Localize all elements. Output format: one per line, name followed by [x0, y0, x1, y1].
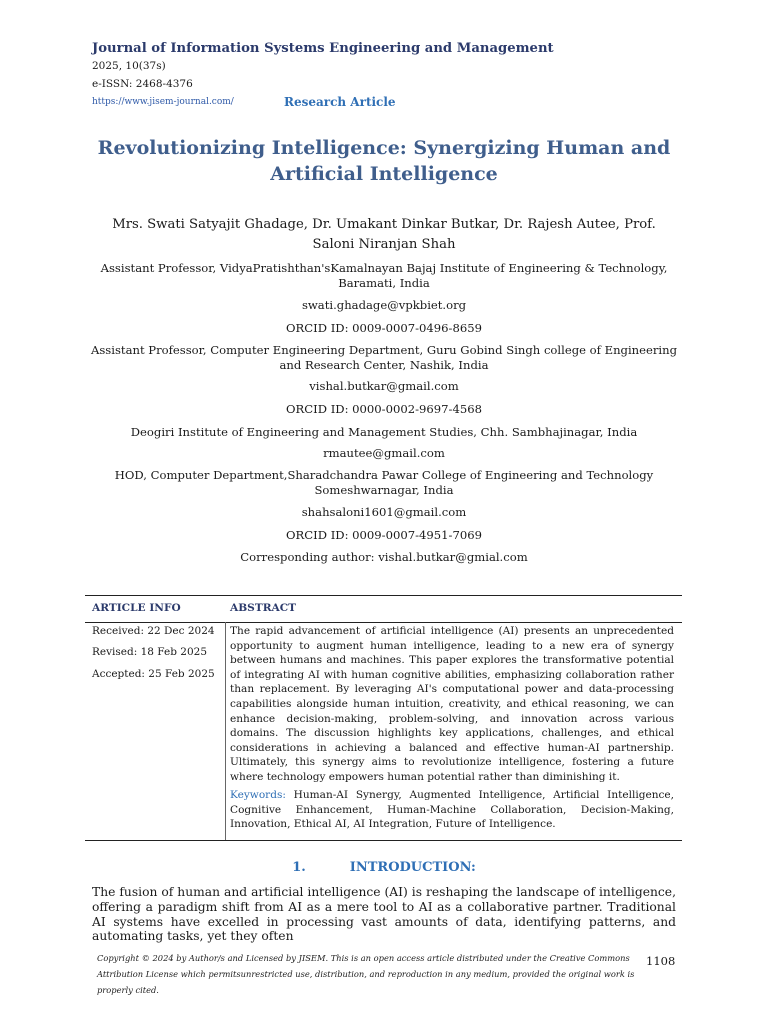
author-4-orcid: ORCID ID: 0009-0007-4951-7069 — [286, 528, 482, 542]
author-4-email: shahsaloni1601@gmail.com — [301, 505, 467, 519]
author-3-email: rmautee@gmail.com — [323, 446, 445, 460]
corresponding-author: Corresponding author: vishal.butkar@gmial.com — [240, 550, 528, 564]
introduction-paragraph: The fusion of human and artificial intelligence (AI) is reshaping the landscape of intelligence, offering a paradigm shift from AI as a mere tool to AI as a collaborative partner. Traditional AI systems have excelled in processing vast amounts of data, identifying patterns, and automating tasks, yet they often — [92, 885, 676, 944]
affiliation-2-line-2: and Research Center, Nashik, India — [279, 358, 489, 372]
affiliation-3: Deogiri Institute of Engineering and Management Studies, Chh. Sambhajinagar, India — [130, 425, 638, 439]
accepted-date: Accepted: 25 Feb 2025 — [92, 668, 215, 680]
journal-url-link[interactable]: https://www.jisem-journal.com/ — [92, 97, 234, 107]
paper-title-line-1: Revolutionizing Intelligence: Synergizing Human and — [97, 137, 671, 159]
author-2-email: vishal.butkar@gmail.com — [309, 379, 459, 393]
received-date: Received: 22 Dec 2024 — [92, 625, 215, 637]
article-info-header: ARTICLE INFO — [92, 602, 181, 614]
article-type: Research Article — [284, 95, 396, 109]
keywords — [230, 788, 674, 832]
journal-name: Journal of Information Systems Engineering and Management — [92, 41, 554, 56]
section-title: INTRODUCTION: — [349, 860, 476, 875]
author-line-1: Mrs. Swati Satyajit Ghadage, Dr. Umakant Dinkar Butkar, Dr. Rajesh Autee, Prof. — [112, 217, 656, 232]
table-bottom-rule — [85, 840, 682, 841]
author-1-email: swati.ghadage@vpkbiet.org — [301, 298, 467, 312]
affiliation-1 — [84, 261, 684, 291]
paper-title — [84, 135, 684, 187]
page-number: 1108 — [646, 954, 676, 968]
affiliation-4 — [84, 468, 684, 498]
table-top-rule — [85, 595, 682, 596]
author-2-orcid: ORCID ID: 0000-0002-9697-4568 — [286, 402, 482, 416]
keywords-label: Keywords: — [230, 789, 286, 801]
section-number: 1. — [292, 860, 306, 875]
keywords-list: Human-AI Synergy, Augmented Intelligence, Artificial Intelligence, Cognitive Enhancement, Human-Machine Collaboration, Decision-Making, Innovation, Ethical AI, AI Integration, Future of Intelligence. — [230, 789, 674, 831]
affiliation-2 — [84, 343, 684, 373]
author-list — [84, 215, 684, 255]
journal-issn: e-ISSN: 2468-4376 — [92, 78, 193, 90]
paper-title-line-2: Artificial Intelligence — [270, 163, 498, 185]
table-column-divider — [225, 622, 226, 840]
table-header-rule — [85, 622, 682, 623]
revised-date: Revised: 18 Feb 2025 — [92, 646, 208, 658]
journal-volume: 2025, 10(37s) — [92, 60, 166, 72]
author-line-2: Saloni Niranjan Shah — [312, 237, 456, 252]
author-1-orcid: ORCID ID: 0009-0007-0496-8659 — [286, 321, 482, 335]
affiliation-4-line-1: HOD, Computer Department,Sharadchandra Pawar College of Engineering and Technology — [114, 468, 654, 482]
affiliation-1-line-2: Baramati, India — [338, 276, 430, 290]
abstract-header: ABSTRACT — [230, 602, 297, 614]
abstract-text: The rapid advancement of artificial intelligence (AI) presents an unprecedented opportunity to augment human intelligence, leading to a new era of synergy between humans and machines. This paper explores the transformative potential of integrating AI with human cognitive abilities, emphasizing collaboration rather than replacement. By leveraging AI's computational power and data-processing capabilities alongside human intuition, creativity, and ethical reasoning, we can enhance decision-making, problem-solving, and innovation across various domains. The discussion highlights key applications, challenges, and ethical considerations in achieving a balanced and effective human-AI partnership. Ultimately, this synergy aims to revolutionize intelligence, fostering a future where technology empowers human potential rather than diminishing it. — [230, 625, 674, 783]
affiliation-4-line-2: Someshwarnagar, India — [314, 483, 454, 497]
affiliation-1-line-1: Assistant Professor, VidyaPratishthan'sKamalnayan Bajaj Institute of Engineering & Technology, — [100, 261, 668, 275]
section-heading-introduction — [84, 860, 684, 875]
copyright-notice: Copyright © 2024 by Author/s and Licensed by JISEM. This is an open access article distributed under the Creative Commons Attribution License which permitsunrestricted use, distribution, and reproduction in any medium, provided the original work is properly cited. — [97, 953, 635, 995]
affiliation-2-line-1: Assistant Professor, Computer Engineering Department, Guru Gobind Singh college of Engineering — [90, 343, 678, 357]
